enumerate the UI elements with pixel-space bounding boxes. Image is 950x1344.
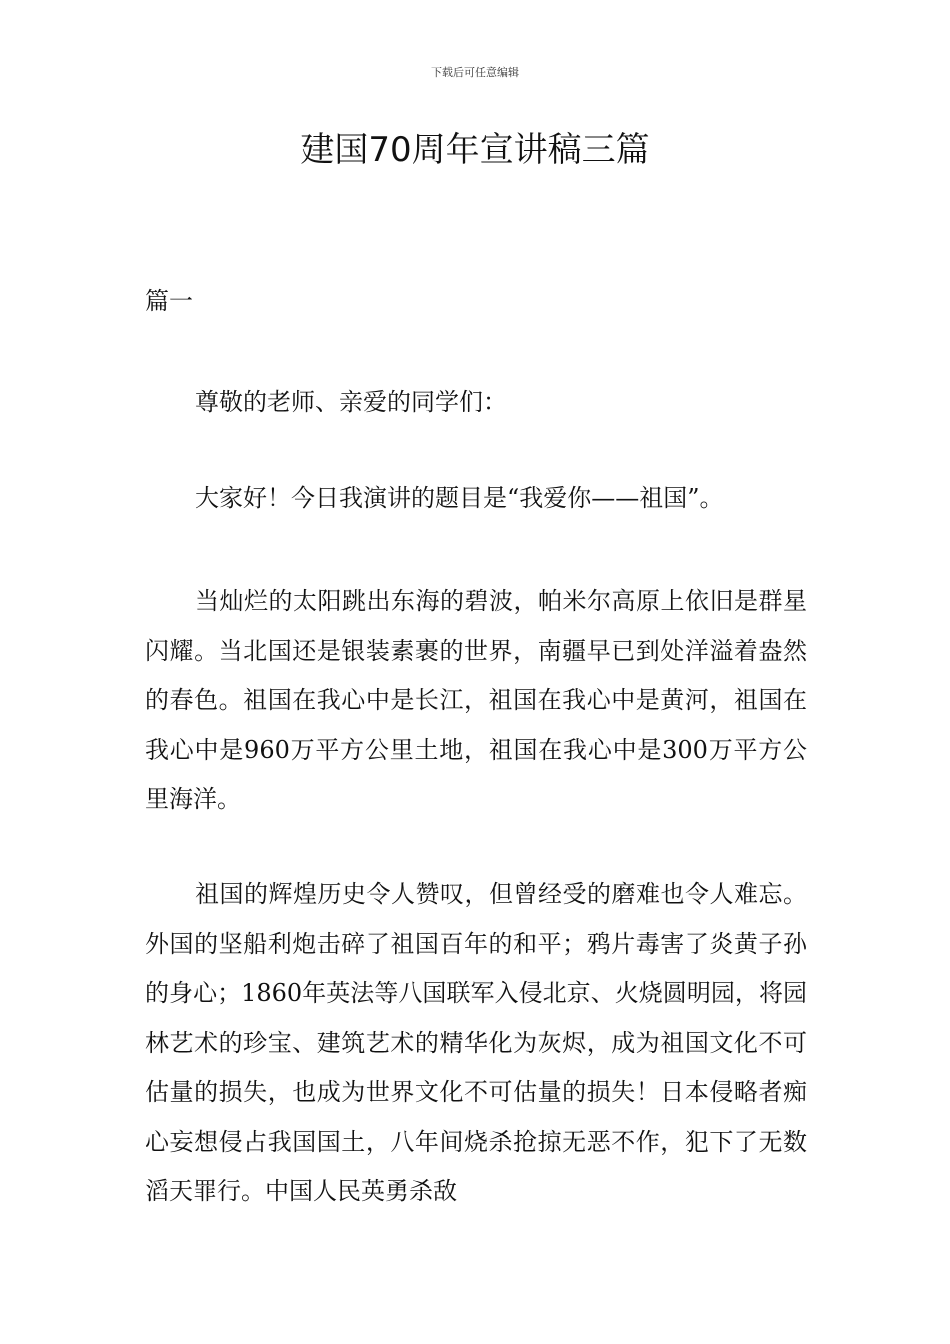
body-paragraph-2: 祖国的辉煌历史令人赞叹，但曾经受的磨难也令人难忘。外国的坚船利炮击碎了祖国百年的和平；鸦片毒害了炎黄子孙的身心；1860年英法等八国联军入侵北京、火烧圆明园，将园林艺术的珍宝、建筑艺术的精华化为灰烬，成为祖国文化不可估量的损失，也成为世界文化不可估量的损失！日本侵略者痴心妄想侵占我国国土，八年间烧杀抢掠无恶不作，犯下了无数滔天罪行。中国人民英勇杀敌: [145, 880, 807, 1205]
salutation-paragraph: 尊敬的老师、亲爱的同学们：: [195, 388, 507, 416]
page-header-note: 下载后可任意编辑: [431, 66, 519, 79]
document-title: 建国70周年宣讲稿三篇: [300, 130, 650, 170]
section-heading: 篇一: [145, 287, 193, 315]
greeting-paragraph: 大家好！今日我演讲的题目是“我爱你——祖国”。: [195, 484, 724, 512]
body-paragraph-1: 当灿烂的太阳跳出东海的碧波，帕米尔高原上依旧是群星闪耀。当北国还是银装素裹的世界，南疆早已到处洋溢着盎然的春色。祖国在我心中是长江，祖国在我心中是黄河，祖国在我心中是960万平方公里土地，祖国在我心中是300万平方公里海洋。: [145, 587, 807, 813]
